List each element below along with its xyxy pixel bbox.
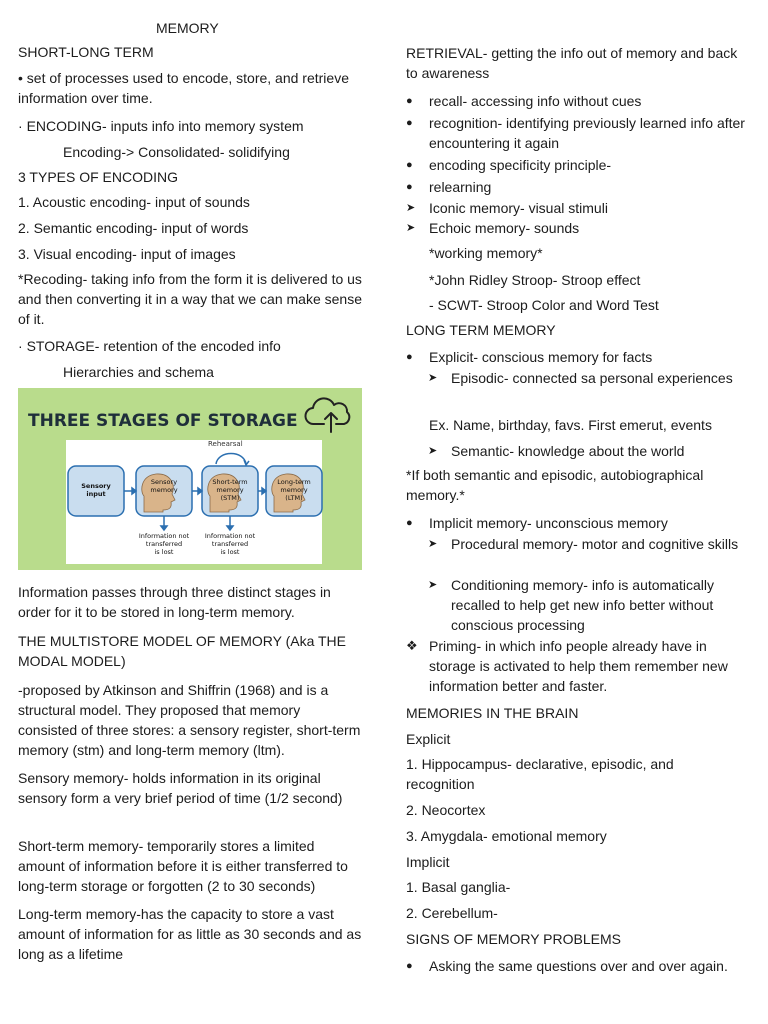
list-item: ➤ Iconic memory- visual stimuli bbox=[406, 200, 608, 216]
box-label: Sensory bbox=[81, 482, 111, 490]
box-label: input bbox=[86, 490, 106, 498]
arrow-icon: ➤ bbox=[428, 579, 438, 591]
encoding-definition: · ENCODING- inputs info into memory system bbox=[18, 118, 304, 134]
box-label: memory bbox=[216, 486, 244, 494]
bullet-icon: ● bbox=[406, 960, 413, 972]
box-label: (LTM) bbox=[285, 494, 303, 502]
middot-icon: · bbox=[18, 118, 23, 134]
box-label: (STM) bbox=[220, 494, 240, 502]
lost-label: Information not bbox=[138, 532, 190, 540]
list-item: ● recall- accessing info without cues bbox=[406, 93, 642, 109]
storage-definition: · STORAGE- retention of the encoded info bbox=[18, 338, 281, 354]
lost-label: Information not bbox=[204, 532, 256, 540]
working-memory-note: *working memory* bbox=[429, 245, 543, 261]
middot-icon: · bbox=[18, 338, 23, 354]
bullet-icon: • bbox=[18, 70, 23, 86]
proposed-paragraph: -proposed by Atkinson and Shiffrin (1968) and is a structural model. They proposed that memory consisted of three stores: a sensory register, short-term memory (stm) and long-term memory (ltm). bbox=[18, 682, 361, 758]
scwt-note: - SCWT- Stroop Color and Word Test bbox=[429, 297, 659, 313]
list-item: ➤ Procedural memory- motor and cognitive skills bbox=[428, 536, 739, 552]
ltm-heading: LONG TERM MEMORY bbox=[406, 322, 556, 338]
three-stages-figure bbox=[18, 388, 362, 570]
type-item: 3. Visual encoding- input of images bbox=[18, 246, 236, 262]
autobiographical-note: *If both semantic and episodic, autobiographical memory.* bbox=[406, 467, 704, 503]
lost-label: is lost bbox=[154, 548, 174, 556]
list-item: ❖ Priming- in which info people already have in storage is activated to help them remember new information better and faster. bbox=[406, 638, 728, 694]
brain-item: 3. Amygdala- emotional memory bbox=[406, 828, 607, 844]
types-heading: 3 TYPES OF ENCODING bbox=[18, 169, 178, 185]
bullet-icon: ● bbox=[406, 351, 413, 363]
list-item: ● Explicit- conscious memory for facts bbox=[406, 349, 653, 365]
lost-label: transferred bbox=[145, 540, 183, 548]
three-stages-diagram bbox=[18, 388, 362, 570]
brain-item: 2. Neocortex bbox=[406, 802, 486, 818]
bullet-icon: ● bbox=[406, 181, 413, 193]
storage-sub: Hierarchies and schema bbox=[63, 364, 214, 380]
brain-item: 2. Cerebellum- bbox=[406, 905, 498, 921]
heading-short-long: SHORT-LONG TERM bbox=[18, 44, 154, 60]
memory-definition: • set of processes used to encode, store, and retrieve information over time. bbox=[18, 70, 349, 106]
type-item: 2. Semantic encoding- input of words bbox=[18, 220, 249, 236]
example-note: Ex. Name, birthday, favs. First emerut, events bbox=[429, 417, 712, 433]
rehearsal-label: Rehearsal bbox=[208, 440, 243, 448]
bullet-icon: ● bbox=[406, 117, 413, 129]
cloud-upload-icon bbox=[305, 398, 349, 432]
list-item: ➤ Conditioning memory- info is automatically recalled to help get new info better without conscious processing bbox=[428, 577, 714, 633]
encoding-sub: Encoding-> Consolidated- solidifying bbox=[63, 144, 290, 160]
figure-title: THREE STAGES OF STORAGE bbox=[28, 411, 298, 431]
arrow-icon: ➤ bbox=[428, 445, 438, 457]
retrieval-heading: RETRIEVAL- getting the info out of memory and back to awareness bbox=[406, 45, 738, 81]
explicit-label: Explicit bbox=[406, 731, 451, 747]
box-label: Short-term bbox=[212, 478, 248, 486]
list-item: ● relearning bbox=[406, 179, 492, 195]
bullet-icon: ● bbox=[406, 159, 413, 171]
short-term-paragraph: Short-term memory- temporarily stores a limited amount of information before it is either transferred to long-term storage or forgotten (2 to 30 seconds) bbox=[18, 838, 348, 894]
stroop-note: *John Ridley Stroop- Stroop effect bbox=[429, 272, 641, 288]
brain-item: 1. Basal ganglia- bbox=[406, 879, 511, 895]
box-label: memory bbox=[150, 486, 178, 494]
recoding-paragraph: *Recoding- taking info from the form it is delivered to us and then converting it in a way that we can make sense of it. bbox=[18, 271, 362, 327]
box-label: memory bbox=[280, 486, 308, 494]
type-item: 1. Acoustic encoding- input of sounds bbox=[18, 194, 250, 210]
diamond-icon: ❖ bbox=[406, 638, 418, 653]
bullet-icon: ● bbox=[406, 95, 413, 107]
brain-item: 1. Hippocampus- declarative, episodic, and recognition bbox=[406, 756, 674, 792]
list-item: ➤ Semantic- knowledge about the world bbox=[428, 443, 685, 459]
arrow-icon: ➤ bbox=[406, 202, 416, 214]
list-item: ● Asking the same questions over and over again. bbox=[406, 958, 728, 974]
multistore-heading: THE MULTISTORE MODEL OF MEMORY (Aka THE MODAL MODEL) bbox=[18, 633, 347, 669]
list-item: ● Implicit memory- unconscious memory bbox=[406, 515, 668, 531]
arrow-icon: ➤ bbox=[428, 372, 438, 384]
passes-paragraph: Information passes through three distinct stages in order for it to be stored in long-term memory. bbox=[18, 584, 331, 620]
lost-label: transferred bbox=[211, 540, 249, 548]
bullet-icon: ● bbox=[406, 517, 413, 529]
box-label: Long-term bbox=[277, 478, 311, 486]
long-term-paragraph: Long-term memory-has the capacity to store a vast amount of information for as little as 30 seconds and as long as a lifetime bbox=[18, 906, 362, 962]
list-item: ● recognition- identifying previously learned info after encountering it again bbox=[406, 115, 745, 151]
arrow-icon: ➤ bbox=[428, 538, 438, 550]
box-label: Sensory bbox=[150, 478, 178, 486]
sensory-paragraph: Sensory memory- holds information in its original sensory form a very brief period of time (1/2 second) bbox=[18, 770, 343, 806]
arrow-icon: ➤ bbox=[406, 222, 416, 234]
implicit-label: Implicit bbox=[406, 854, 450, 870]
list-item: ➤ Episodic- connected sa personal experiences bbox=[428, 370, 733, 386]
signs-heading: SIGNS OF MEMORY PROBLEMS bbox=[406, 931, 621, 947]
brain-heading: MEMORIES IN THE BRAIN bbox=[406, 705, 579, 721]
list-item: ➤ Echoic memory- sounds bbox=[406, 220, 580, 236]
lost-label: is lost bbox=[220, 548, 240, 556]
page-title: MEMORY bbox=[156, 20, 219, 36]
list-item: ● encoding specificity principle- bbox=[406, 157, 612, 173]
